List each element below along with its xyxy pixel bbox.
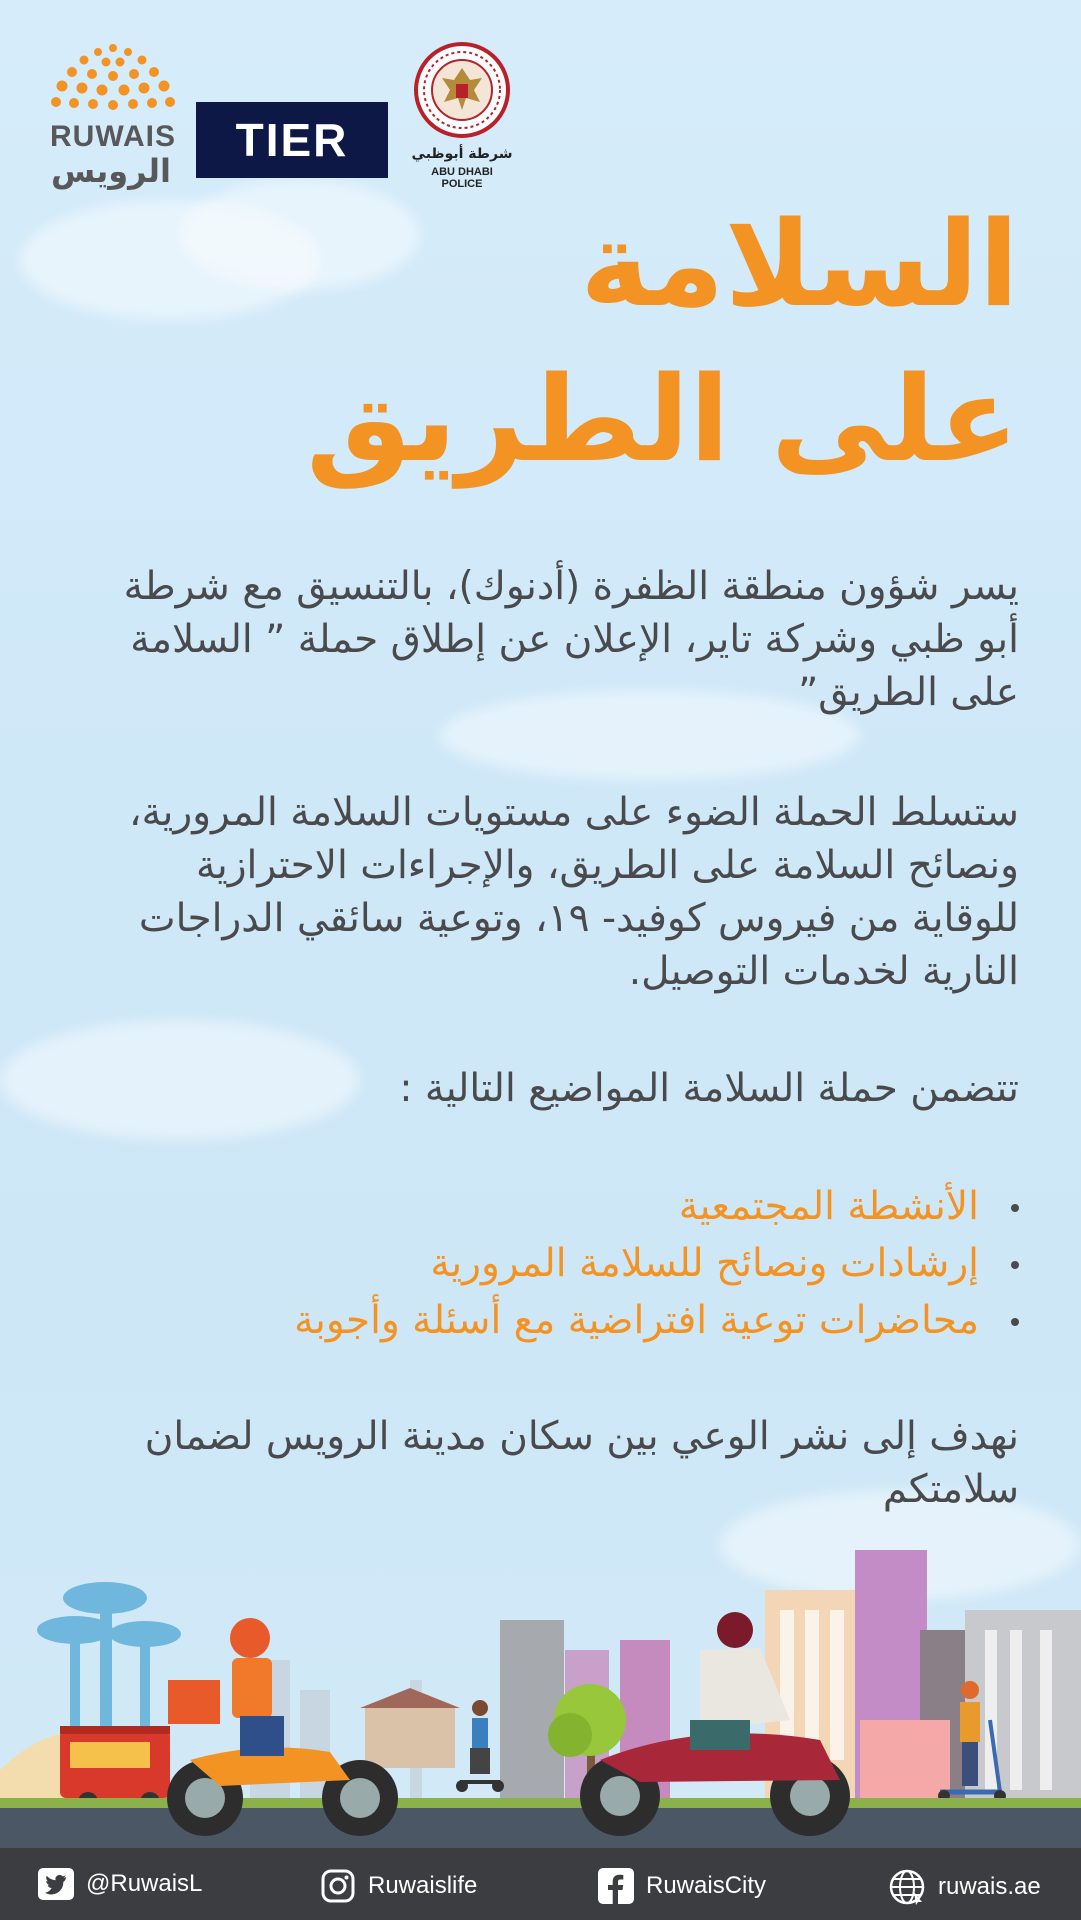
cloud: [180, 180, 420, 290]
ruwais-logo-text-ar: الرويس: [50, 152, 172, 190]
topic-text: محاضرات توعية افتراضية مع أسئلة وأجوبة: [294, 1298, 979, 1343]
police-emblem-icon: [410, 42, 514, 142]
website-url: ruwais.ae: [938, 1873, 1041, 1900]
road-scene-illustration: [0, 1530, 1081, 1850]
twitter-link[interactable]: [38, 1868, 202, 1900]
facebook-link[interactable]: [598, 1868, 766, 1904]
topics-intro: تتضمن حملة السلامة المواضيع التالية :: [399, 1066, 1019, 1111]
website-link[interactable]: [888, 1868, 1041, 1906]
page-title-line-2: على الطريق: [305, 350, 1019, 488]
police-logo-text-ar: شرطة أبوظبي: [411, 146, 513, 162]
instagram-handle: Ruwaislife: [368, 1872, 478, 1899]
instagram-icon: [320, 1868, 356, 1904]
tier-logo-text: TIER: [235, 114, 349, 166]
topic-text: إرشادات ونصائح للسلامة المرورية: [430, 1241, 979, 1286]
scooter-rider: [456, 1700, 504, 1792]
facebook-handle: RuwaisCity: [646, 1872, 767, 1899]
ruwais-logo-text-en: RUWAIS: [50, 120, 176, 153]
list-item: [89, 1235, 1019, 1292]
bullet-icon: [1011, 1261, 1019, 1269]
police-logo-text-en: ABU DHABI POLICE: [431, 166, 493, 190]
ruwais-sunburst-icon: [48, 40, 178, 110]
instagram-link[interactable]: [320, 1868, 477, 1904]
goal-paragraph: نهدف إلى نشر الوعي بين سكان مدينة الرويس لضمان سلامتكم: [144, 1414, 1019, 1512]
page-title-line-1: السلامة: [579, 195, 1019, 333]
tier-logo: [196, 102, 388, 178]
list-item: [89, 1178, 1019, 1235]
topic-text: الأنشطة المجتمعية: [678, 1184, 979, 1229]
bullet-icon: [1011, 1204, 1019, 1212]
footer-bar: [0, 1848, 1081, 1920]
abu-dhabi-police-logo: [410, 42, 514, 190]
twitter-handle: @RuwaisL: [86, 1870, 203, 1897]
topics-list: [89, 1178, 1019, 1349]
facebook-icon: [598, 1868, 634, 1904]
globe-icon: [888, 1868, 926, 1906]
bullet-icon: [1011, 1318, 1019, 1326]
intro-paragraph: يسر شؤون منطقة الظفرة (أدنوك)، بالتنسيق مع شرطة أبو ظبي وشركة تاير، الإعلان عن إطلاق حملة ” السلامة على الطريق”: [123, 564, 1019, 715]
twitter-icon: [38, 1868, 74, 1900]
list-item: [89, 1292, 1019, 1349]
focus-paragraph: ستسلط الحملة الضوء على مستويات السلامة المرورية، ونصائح السلامة على الطريق، والإجراءات الاحترازية للوقاية من فيروس كوفيد- ١٩، وتوعية سائقي الدراجات النارية لخدمات التوصيل.: [129, 790, 1019, 994]
ruwais-logo: [48, 40, 178, 190]
